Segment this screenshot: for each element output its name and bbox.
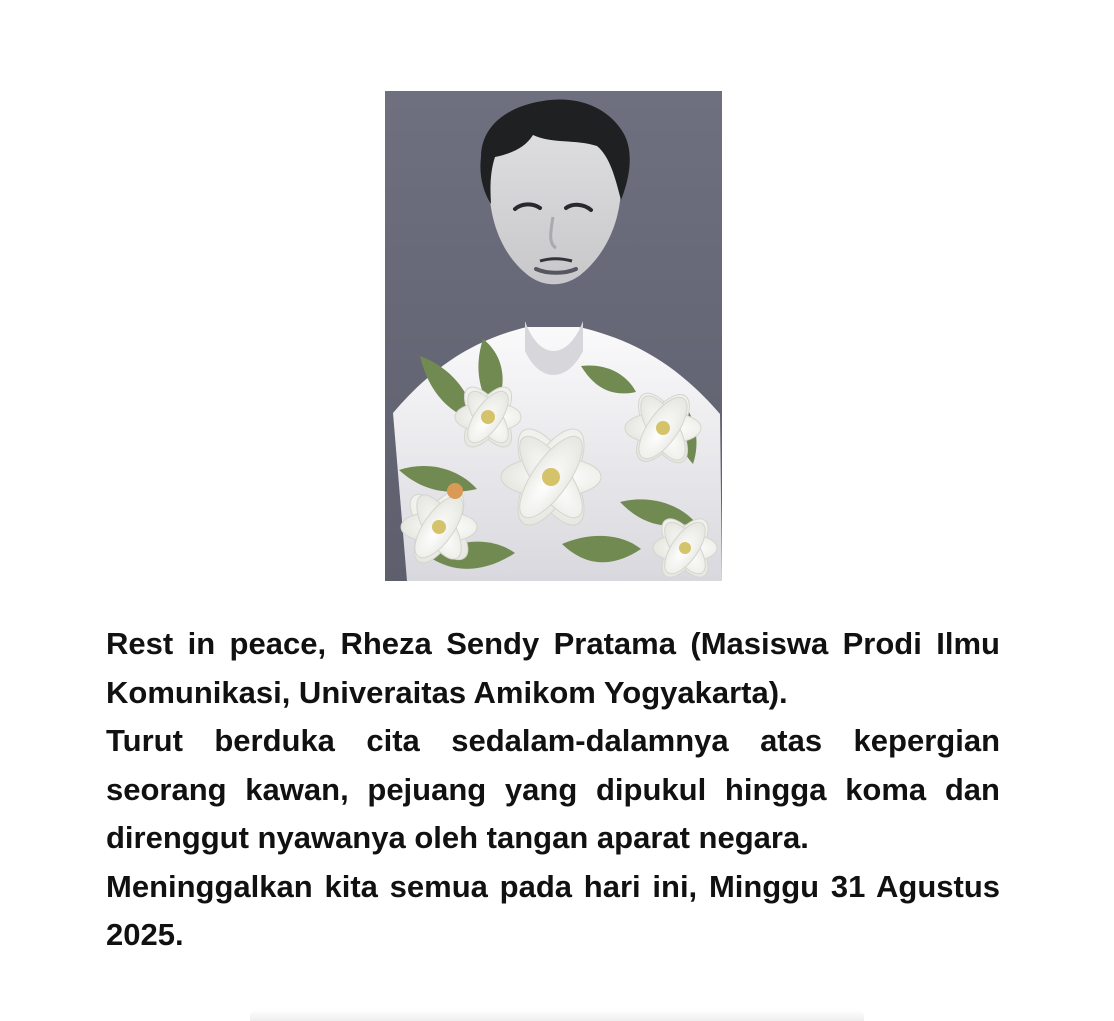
caption-line-1: Rest in peace, Rheza Sendy Pratama (Masiswa Prodi Ilmu Komunikasi, Univeraitas Amikom Yogyakarta). xyxy=(106,626,1000,710)
portrait-photo-icon xyxy=(385,91,722,581)
caption-line-3: Meninggalkan kita semua pada hari ini, Minggu 31 Agustus 2025. xyxy=(106,868,1000,952)
memorial-portrait xyxy=(385,91,722,581)
bottom-shadow xyxy=(250,1010,864,1021)
caption-line-2: Turut berduka cita sedalam-dalamnya atas kepergian seorang kawan, pejuang yang dipukul hingga koma dan direnggut nyawanya oleh tangan aparat negara. xyxy=(106,723,1000,855)
memorial-caption xyxy=(106,620,1000,960)
